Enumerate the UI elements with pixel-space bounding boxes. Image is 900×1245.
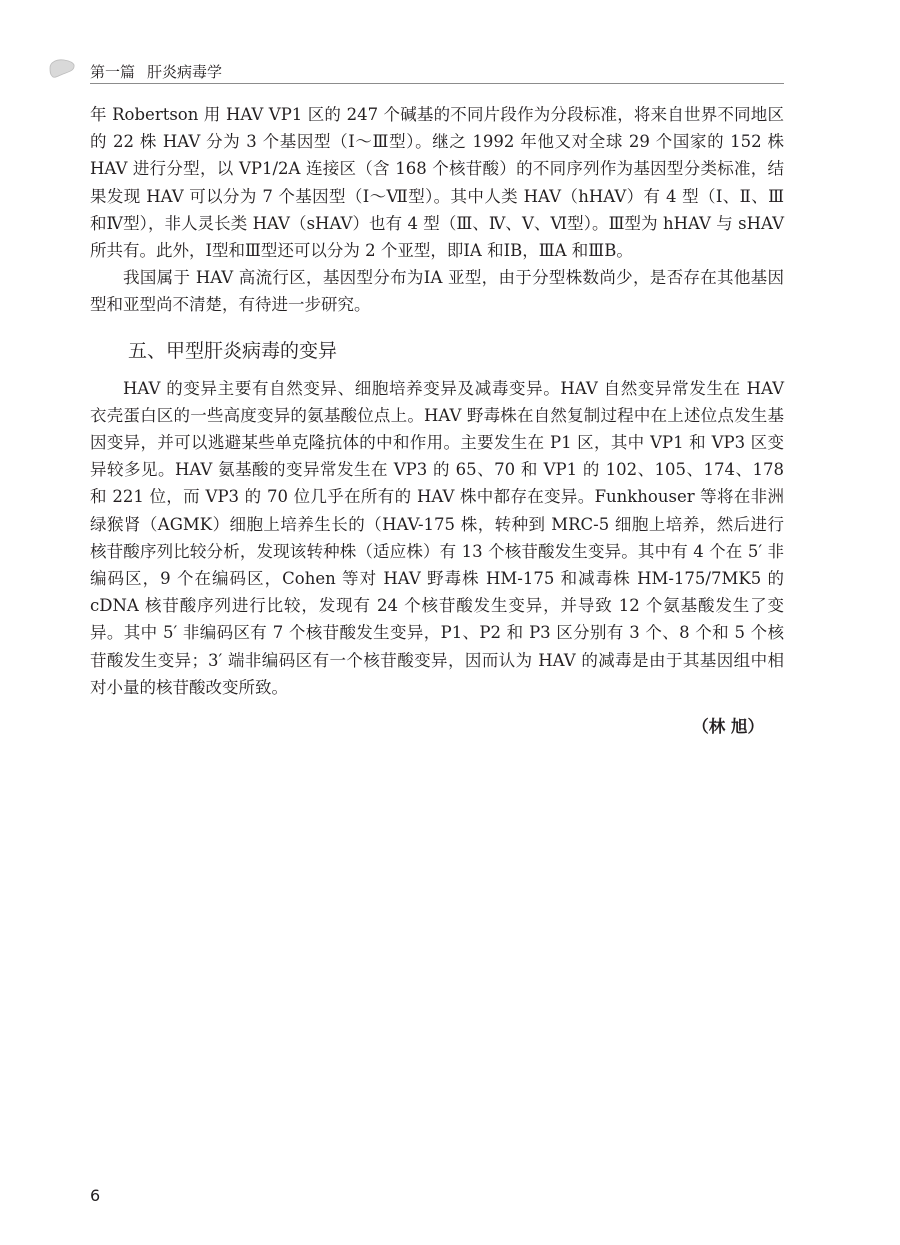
paragraph-china: 我国属于 HAV 高流行区，基因型分布为ⅠA 亚型，由于分型株数尚少，是否存在其他基因型和亚型尚不清楚，有待进一步研究。 [90, 268, 784, 315]
running-header [48, 54, 784, 84]
header-title [90, 61, 222, 82]
page-body [90, 101, 784, 701]
header-chapter: 肝炎病毒学 [147, 63, 223, 81]
header-divider [90, 83, 784, 84]
liver-icon [48, 58, 76, 80]
section-title: 五、甲型肝炎病毒的变异 [128, 339, 338, 362]
paragraph-variation: HAV 的变异主要有自然变异、细胞培养变异及减毒变异。HAV 自然变异常发生在 HAV 衣壳蛋白区的一些高度变异的氨基酸位点上。HAV 野毒株在自然复制过程中在上述位点发生基因变异，并可以逃避某些单克隆抗体的中和作用。主要发生在 P1 区，其中 VP1 和 VP3 区变异较多见。HAV 氨基酸的变异常发生在 VP3 的 65、70 和 VP1 的 102、105、174、178 和 221 位，而 VP3 的 70 位几乎在所有的 HAV 株中都存在变异。Funkhouser 等将在非洲绿猴肾（AGMK）细胞上培养生长的（HAV-175 株，转种到 MRC-5 细胞上培养，然后进行核苷酸序列比较分析，发现该转种株（适应株）有 13 个核苷酸发生变异。其中有 4 个在 5′ 非编码区，9 个在编码区，Cohen 等对 HAV 野毒株 HM-175 和减毒株 HM-175/7MK5 的 cDNA 核苷酸序列进行比较，发现有 24 个核苷酸发生变异，并导致 12 个氨基酸发生了变异。其中 5′ 非编码区有 7 个核苷酸发生变异，P1、P2 和 P3 区分别有 3 个、8 个和 5 个核苷酸发生变异；3′ 端非编码区有一个核苷酸变异，因而认为 HAV 的减毒是由于其基因组中相对小量的核苷酸改变所致。 [90, 378, 784, 697]
page-number: 6 [90, 1186, 101, 1205]
paragraph-genotype: 年 Robertson 用 HAV VP1 区的 247 个碱基的不同片段作为分段标准，将来自世界不同地区的 22 株 HAV 分为 3 个基因型（Ⅰ～Ⅲ型）。继之 1992 年他又对全球 29 个国家的 152 株 HAV 进行分型，以 VP1/2A 连接区（含 168 个核苷酸）的不同序列作为基因型分类标准，结果发现 HAV 可以分为 7 个基因型（Ⅰ～Ⅶ型）。其中人类 HAV（hHAV）有 4 型（Ⅰ、Ⅱ、Ⅲ和Ⅳ型），非人灵长类 HAV（sHAV）也有 4 型（Ⅲ、Ⅳ、Ⅴ、Ⅵ型）。Ⅲ型为 hHAV 与 sHAV 所共有。此外，Ⅰ型和Ⅲ型还可以分为 2 个亚型，即ⅠA 和ⅠB，ⅢA 和ⅢB。 [90, 105, 784, 261]
header-part: 第一篇 [90, 63, 136, 81]
author-signature: （林 旭） [692, 717, 764, 736]
